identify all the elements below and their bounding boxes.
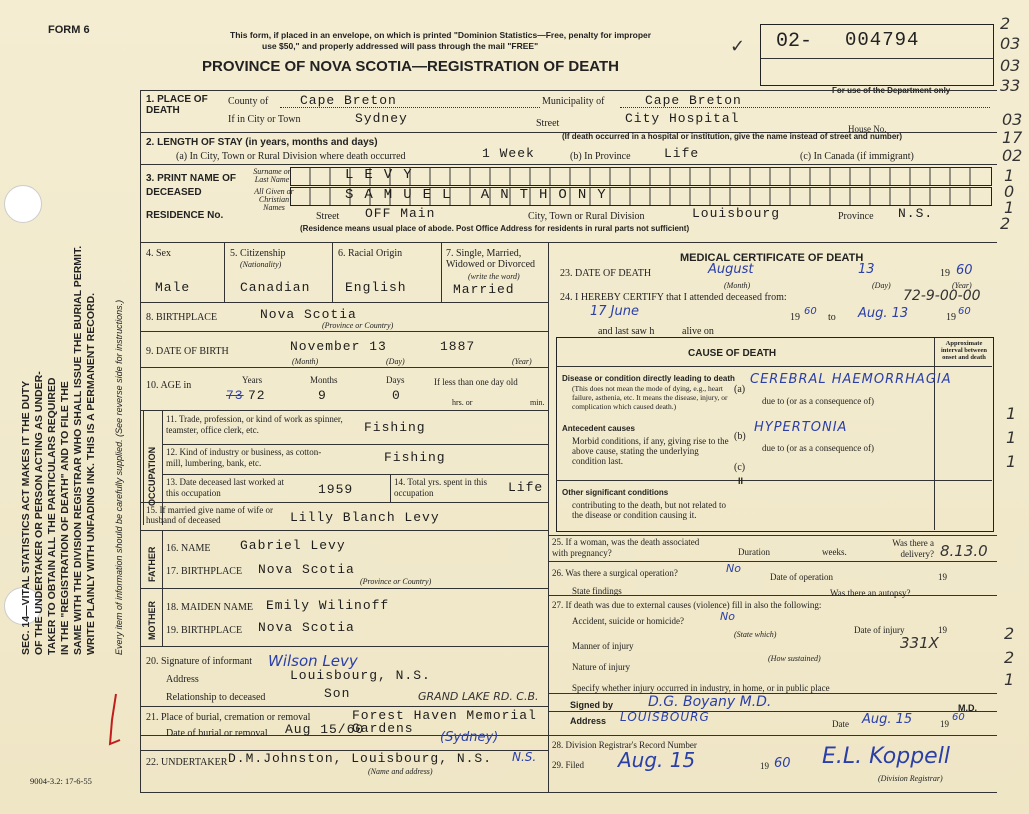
label-print-name: 3. PRINT NAME OF DECEASED [146,173,237,198]
label-antecedent: Antecedent causes [562,424,635,433]
label-given: All Given or Christian Names [254,187,294,212]
label-day: (Day) [386,357,405,366]
label-father-section: FATHER [147,546,157,582]
value-undertaker: D.M.Johnston, Louisbourg, N.S. [228,751,493,766]
value-city: Sydney [355,111,408,126]
label-nationality: (Nationality) [240,260,282,269]
margin-code: 1 [1006,404,1017,423]
hw-code-24: 72-9-00-00 [903,288,981,304]
side-note: Every item of information should be carefully supplied. (See reverse side for instructions.) [114,299,124,655]
hw-delivery: 8.13.0 [940,542,988,560]
label-place-of-death: 1. PLACE OF DEATH [146,94,208,116]
label-contributing: contributing to the death, but not related to the disease or condition causing it. [572,500,726,520]
label-street: Street [536,118,560,129]
envelope-note: This form, if placed in an envelope, on which is printed "Dominion Statistics—Free, penalty for improper [230,30,652,40]
label-residence: RESIDENCE No. [146,210,224,221]
form-number: FORM 6 [48,24,90,36]
margin-code: 1 [1004,670,1015,689]
label-accident: Accident, suicide or homicide? [572,616,684,626]
medical-title: MEDICAL CERTIFICATE OF DEATH [680,252,864,264]
margin-code: 33 [1000,76,1021,95]
label-nineteen: 19 [940,719,949,729]
label-months: Months [310,375,338,385]
label-prov-country: (Province or Country) [322,321,394,330]
value-relationship: Son [324,686,351,701]
envelope-note: use $50," and properly addressed will pass through the mail "FREE" [262,41,539,51]
value-attended-from: 17 June [590,304,639,319]
value-citizenship: Canadian [240,280,311,295]
label-day: (Day) [872,281,891,290]
label-last-worked: 13. Date deceased last worked at this occupation [166,477,284,498]
value-age-years: 72 [248,388,266,403]
label-racial: 6. Racial Origin [338,248,403,259]
label-relationship: Relationship to deceased [166,692,266,703]
label-res-city: City, Town or Rural Division [528,211,645,222]
label-external: 27. If death was due to external causes (violence) fill in also the following: [552,600,822,610]
label-nineteen: 19 [938,572,947,582]
value-birthplace: Nova Scotia [260,307,357,322]
label-interval: Approximate interval between onset and death [940,340,988,361]
label-due-to: due to (or as a consequence of) [762,443,874,453]
margin-code: 17 [1002,128,1023,147]
value-trade: Fishing [364,420,426,435]
hw-surgical: No [726,562,741,575]
label-name-address: (Name and address) [368,767,433,776]
label-total-yrs: 14. Total yrs. spent in this occupation [394,477,487,498]
label-filed: 29. Filed [552,760,585,770]
label-med-address: Address [570,716,607,726]
label-marital: 7. Single, Married, Widowed or Divorced [446,248,536,270]
value-mother-birthplace: Nova Scotia [258,620,355,635]
label-burial: 21. Place of burial, cremation or removal [146,712,311,723]
footer-code: 9004-3.2: 17-6-55 [30,776,92,786]
value-stay-b: Life [664,146,700,161]
value-age-months: 9 [318,388,327,403]
label-reg-record: 28. Division Registrar's Record Number [552,740,697,750]
margin-code: 02 [1002,146,1023,165]
label-maiden-name: 18. MAIDEN NAME [166,602,253,613]
value-street: City Hospital [625,111,740,126]
label-trade: 11. Trade, profession, or kind of work as spinner, teamster, office clerk, etc. [166,414,343,435]
margin-code: 2 [1004,624,1015,643]
value-signed-by: D.G. Boyany M.D. [648,694,772,710]
value-cause-b: HYPERTONIA [754,420,848,435]
value-death-month: August [708,262,754,277]
value-maiden-name: Emily Wilinoff [266,598,390,613]
label-mother-section: MOTHER [147,601,157,640]
label-surname: Surname or Last Name [253,167,291,184]
value-filed-year: 60 [774,756,791,771]
margin-code: 03 [1002,110,1023,129]
label-nineteen: 19 [938,625,947,635]
label-date-injury: Date of injury [854,625,905,635]
label-stay-a: (a) In City, Town or Rural Division where death occurred [176,151,406,162]
hw-331x: 331X [900,634,939,652]
value-wife: Lilly Blanch Levy [290,510,440,525]
hw-sydney: (Sydney) [440,730,499,745]
label-res-province: Province [838,211,874,222]
punch-hole [4,185,42,223]
label-state-findings: State findings [572,586,622,596]
label-duration: Duration [738,547,770,557]
label-res-street: Street [316,211,340,222]
dept-prefix: 02- [776,30,813,53]
label-citizenship: 5. Citizenship [230,248,286,259]
label-state-which: (State which) [734,630,777,639]
tick-mark: ✓ [730,36,746,57]
value-municipality: Cape Breton [645,93,742,108]
margin-code: 2 [1000,14,1011,33]
value-racial: English [345,280,407,295]
value-father-birthplace: Nova Scotia [258,562,355,577]
label-sex: 4. Sex [146,248,171,259]
margin-code: 2 [1004,648,1015,667]
label-month: (Month) [724,281,751,290]
label-industry: 12. Kind of industry or business, as cotton-mill, lumbering, bank, etc. [166,447,322,468]
value-filed-date: Aug. 15 [618,748,696,772]
margin-code: 0 [1004,182,1015,201]
value-industry: Fishing [384,450,446,465]
value-age-crossed: 73 [226,388,244,403]
value-county: Cape Breton [300,93,397,108]
value-dob: November 13 [290,339,387,354]
margin-code: 1 [1006,428,1017,447]
label-disease: Disease or condition directly leading to death [562,374,735,383]
value-sex: Male [155,280,191,295]
label-how-sustained: (How sustained) [768,654,821,663]
dept-number: 004794 [845,29,920,51]
label-year: (Year) [512,357,532,366]
value-cause-a: CEREBRAL HAEMORRHAGIA [750,372,952,387]
value-informant-address: Louisbourg, N.S. [290,668,431,683]
label-less-than-day: If less than one day old [434,377,518,387]
label-date-op: Date of operation [770,572,833,582]
label-div-reg: (Division Registrar) [878,774,943,783]
label-manner: Manner of injury [572,641,634,651]
label-informant-address: Address [166,674,199,685]
label-alive-on: alive on [682,326,714,337]
label-undertaker: 22. UNDERTAKER [146,757,228,768]
value-attended-to-year: 60 [958,306,971,317]
residence-note: (Residence means usual place of abode. Post Office Address for residents in rural parts not sufficient) [300,224,690,233]
label-stay-c: (c) In Canada (if immigrant) [800,151,914,162]
label-prov-country: (Province or Country) [360,577,432,586]
value-burial-place: Forest Haven Memorial Gardens [352,708,537,736]
label-occupation-section: OCCUPATION [147,446,157,506]
value-attended-from-year: 60 [804,306,817,317]
label-mother-birthplace: 19. BIRTHPLACE [166,625,243,636]
value-last-worked: 1959 [318,482,354,497]
hw-accident: No [720,610,735,623]
label-wife: 15. If married give name of wife or husband of deceased [146,505,273,525]
label-nature: Nature of injury [572,662,630,672]
side-instructions: SEC. 14—VITAL STATISTICS ACT MAKES IT THE DUTY OF THE UNDERTAKER OR PERSON ACTING AS UNDER- TAKER TO OBTAIN ALL THE PARTICULARS REQUIRED IN THE "REGISTRATION OF DEATH" AND TO FILE THE SAME WITH THE DIVISION REGISTRAR WHO SHALL ISSUE THE BURIAL PERMIT. WRITE PLAINLY WITH UNFADING INK. THIS IS A PERMANENT RECORD. [20,245,97,655]
label-stay-b: (b) In Province [570,151,631,162]
label-signed: Signed by [570,700,614,710]
label-county: County of [228,96,269,107]
value-med-date: Aug. 15 [862,712,913,727]
label-date: Date [832,719,849,729]
label-due-to: due to (or as a consequence of) [762,396,874,406]
margin-code: 03 [1000,34,1021,53]
label-other-sig: Other significant conditions [562,488,669,497]
value-marital: Married [453,282,515,297]
informant-signature: Wilson Levy [268,652,358,670]
label-to: to [828,312,836,323]
value-res-province: N.S. [898,206,934,221]
value-stay-a: 1 Week [482,146,535,161]
label-municipality: Municipality of [542,96,605,107]
label-autopsy: Was there an autopsy? [830,588,911,598]
label-date-of-death: 23. DATE OF DEATH [560,268,652,279]
value-dob-year: 1887 [440,339,476,354]
label-certify: 24. I HEREBY CERTIFY that I attended deceased from: [560,292,787,303]
value-age-days: 0 [392,388,401,403]
cause-title: CAUSE OF DEATH [688,348,777,359]
label-min: min. [530,398,545,407]
label-age: 10. AGE in [146,380,192,391]
value-father-name: Gabriel Levy [240,538,346,553]
red-check-mark [96,690,124,750]
label-delivery: Was there a delivery? [892,538,934,559]
margin-code: 03 [1000,56,1021,75]
margin-code: 1 [1006,452,1017,471]
label-morbid: Morbid conditions, if any, giving rise to the above cause, stating the underlying condition last. [572,436,729,466]
death-registration-form: SEC. 14—VITAL STATISTICS ACT MAKES IT THE DUTY OF THE UNDERTAKER OR PERSON ACTING AS UNDER- TAKER TO OBTAIN ALL THE PARTICULARS REQUIRED IN THE "REGISTRATION OF DEATH" AND TO FILE THE SAME WITH THE DIVISION REGISTRAR WHO SHALL ISSUE THE BURIAL PERMIT. WRITE PLAINLY WITH UNFADING INK. THIS IS A PERMANENT RECORD. Every item of information should be carefully supplied. (See reverse side for instructions.) FORM 6 This form, if placed in an envelope, on which is printed "Dominion Statistics—Free, penalty for improper use $50," and properly addressed will pass through the mail "FREE" PROVINCE OF NOVA SCOTIA—REGISTRATION OF DEATH ✓ 02- 004794 For use of the Department only 2 03 03 33 03 17 02 1 0 1 2 1 1 1 2 2 1 1. PLACE OF DEATH County of Cape Breton Municipality of Cape Breton If in City or Town Sydney Street City Hospital House No. (If death occurred in a hospital or institution, give the name instead of street and number) 2. LENGTH OF STAY (in years, months and days) (a) In City, Town or Rural Division where death occurred 1 Week (b) In Province Life (c) In Canada (if immigrant) 3. PRINT NAME OF DECEASED Surname or Last Name All Given or Christian Names LEVY SAMUEL ANTHONY RESIDENCE No. Street OFF Main City, Town or Rural Division Louisbourg Province N.S. (Residence means usual place of abode. Post Office Address for residents in rural parts not sufficient) 4. Sex Male 5. Citizenship (Nationality) Canadian 6. Racial Origin English 7. Single, Married, Widowed or Divorced (write the word) Married 8. BIRTHPLACE Nova Scotia (Province or Country) 9. DATE OF BIRTH November 13 1887 (Month) (Day) (Year) 10. AGE in Years 73 72 Months 9 Days 0 If less than one day old hrs. or min. OCCUPATION 11. Trade, profession, or kind of work as spinner, teamster, office clerk, etc. Fishing 12. Kind of industry or business, as cotton-mill, lumbering, bank, etc. Fishing 13. Date deceased last worked at this occupation 1959 14. Total yrs. spent in this occupation Life 15. If married give name of wife or husband of deceased Lilly Blanch Levy FATHER MOTHER 16. NAME Gabriel Levy 17. BIRTHPLACE Nova Scotia (Province or Country) 18. MAIDEN NAME Emily Wilinoff 19. BIRTHPLACE Nova Scotia 20. Signature of informant Wilson Levy Address Louisbourg, N.S. Relationship to deceased Son GRAND LAKE RD. C.B. 21. Place of burial, cremation or removal Forest Haven Memorial Gardens Date of burial or removal Aug 15/60 (Sydney) 22. UNDERTAKER D.M.Johnston, Louisbourg, N.S. N.S. (Name and address) 9004-3.2: 17-6-55 MEDICAL CERTIFICATE OF DEATH 23. DATE OF DEATH August 13 19 60 (Month) (Day) (Year) 24. I HEREBY CERTIFY that I attended deceased from: 72-9-00-00 17 June 19 60 to Aug. 13 19 60 and last saw h alive on CAUSE OF DEATH Approximate interval between onset and death Disease or condition directly leading to death (This does not mean the mode of dying, e.g., heart failure, asthenia, etc. It means the disease, injury, or complication which caused death.) (a) CEREBRAL HAEMORRHAGIA due to (or as a consequence of) Antecedent causes Morbid conditions, if any, giving rise to the above cause, stating the underlying condition last. (b) HYPERTONIA due to (or as a consequence of) (c) II Other significant conditions contributing to the death, but not related to the disease or condition causing it. 25. If a woman, was the death associated with pregnancy? Duration weeks. Was there a delivery? 8.13.0 26. Was there a surgical operation? No Date of operation 19 State findings Was there an autopsy? 27. If death was due to external causes (violence) fill in also the following: Accident, suicide or homicide? No (State which) Date of injury 19 Manner of injury 331X (How sustained) Nature of injury Specify whether injury occurred in industry, in home, or in public place Signed by D.G. Boyany M.D. M.D. Address LOUISBOURG Date Aug. 15 19 60 28. Division Registrar's Record Number 29. Filed Aug. 15 19 60 E.L. Koppell (Division Registrar) [0,0,1029,814]
label-father-name: 16. NAME [166,543,211,554]
registrar-signature: E.L. Koppell [822,744,950,769]
label-nineteen: 19 [940,268,950,279]
label-surgical: 26. Was there a surgical operation? [552,568,678,578]
label-nineteen: 19 [760,761,769,771]
label-nineteen: 19 [790,312,800,323]
value-attended-to: Aug. 13 [858,306,909,321]
label-month: (Month) [292,357,319,366]
label-md: M.D. [958,703,977,713]
label-last-saw: and last saw h [598,326,655,337]
value-res-street: OFF Main [365,206,436,221]
dept-label: For use of the Department only [832,86,951,95]
value-death-year: 60 [956,263,973,278]
label-years: Years [242,375,263,385]
form-title: PROVINCE OF NOVA SCOTIA—REGISTRATION OF DEATH [202,58,619,75]
label-nineteen: 19 [946,312,956,323]
value-given: SAMUEL ANTHONY [345,187,617,203]
value-res-city: Louisbourg [692,206,781,221]
value-med-date-year: 60 [952,712,965,723]
value-med-address: LOUISBOURG [620,710,710,724]
label-specify: Specify whether injury occurred in industry, in home, or in public place [572,683,830,693]
label-birthplace: 8. BIRTHPLACE [146,312,218,323]
label-length-of-stay: 2. LENGTH OF STAY (in years, months and days) [146,137,378,148]
street-note: (If death occurred in a hospital or institution, give the name instead of street and number) [562,132,903,141]
label-city: If in City or Town [228,114,301,125]
label-house-no: House No. [848,124,887,134]
label-woman: 25. If a woman, was the death associated with pregnancy? [552,537,700,558]
margin-code: 1 [1004,166,1015,185]
hw-ns: N.S. [512,750,537,764]
disease-note: (This does not mean the mode of dying, e.g., heart failure, asthenia, etc. It means the disease, injury, or complication which caused death.) [572,384,728,411]
label-weeks: weeks. [822,547,847,557]
label-days: Days [386,375,405,385]
margin-code: 2 [1000,214,1011,233]
value-burial-date: Aug 15/60 [285,722,365,737]
label-year: (Year) [952,281,972,290]
hw-grand-lake: GRAND LAKE RD. C.B. [418,690,539,703]
label-hrs: hrs. or [452,398,473,407]
value-surname: LEVY [345,167,423,183]
margin-code: 1 [1004,198,1015,217]
label-informant: 20. Signature of informant [146,656,253,667]
label-burial-date: Date of burial or removal [166,728,268,739]
value-death-day: 13 [858,262,875,277]
label-dob: 9. DATE OF BIRTH [146,346,229,357]
label-father-birthplace: 17. BIRTHPLACE [166,566,243,577]
label-write-word: (write the word) [468,272,520,281]
value-total-yrs: Life [508,480,544,495]
